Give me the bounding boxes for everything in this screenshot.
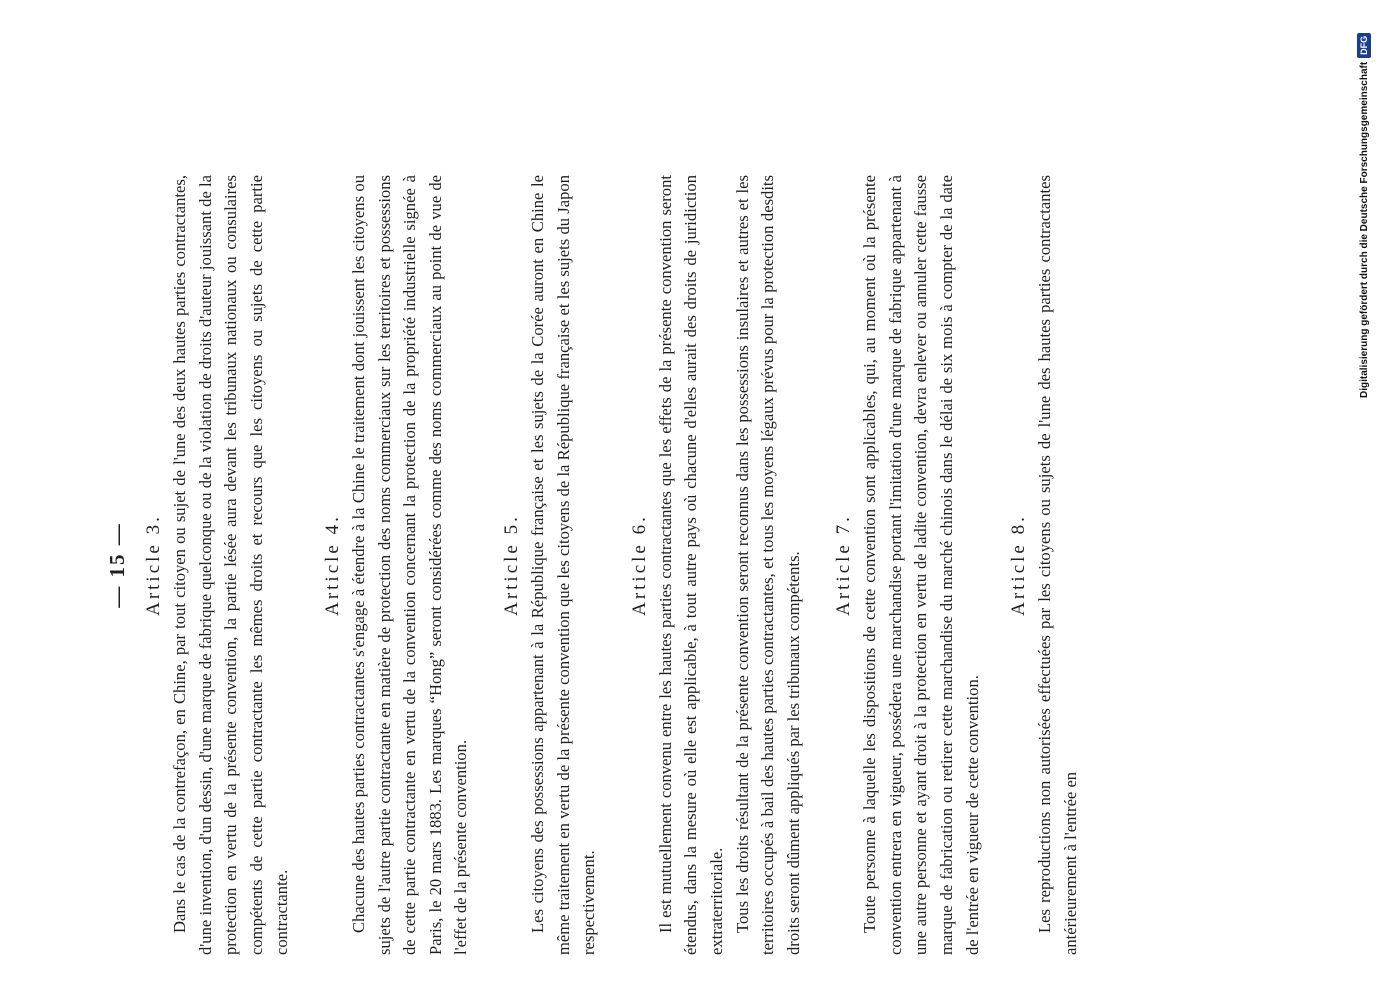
article-title: Article 3. xyxy=(143,514,164,616)
article-7 xyxy=(830,175,985,955)
article-paragraph: Toute personne à laquelle les dispositions de cette convention sont applicables, qui, au moment où la présente convention entrera en vigueur, possédera une marchandise portant l'imitation d'une marque de fabrique appartenant à une autre personne et ayant droit à la protection en vertu de ladite convention, devra enlever ou annuler cette fausse marque de fabrication ou retirer cette marchandise du marché chinois dans le délai de six mois à compter de la date de l'entrée en vigueur de cette convention. xyxy=(860,175,982,955)
rotated-page-content xyxy=(100,175,1240,955)
article-title: Article 8. xyxy=(1008,514,1030,616)
article-paragraph: Les citoyens des possessions appartenant à la République française et les sujets de la Corée auront en Chine le même traitement en vertu de la présente convention que les citoyens de la République française et les sujets du Japon respectivement. xyxy=(527,175,599,955)
article-paragraph: Les reproductions non autorisées effectuées par les citoyens ou sujets de l'une des hautes parties contractantes antérieurement à l'entrée en xyxy=(1035,175,1080,955)
article-paragraph: Tous les droits résultant de la présente convention seront reconnus dans les possessions insulaires et autres et les territoires occupés à bail des hautes parties contractantes, et tous les moyens légaux prévus pour la protection desdits droits seront dûment appliqués par les tribunaux compétents. xyxy=(732,175,803,955)
article-8 xyxy=(1005,175,1083,955)
article-paragraph: Dans le cas de la contrefaçon, en Chine, par tout citoyen ou sujet de l'une des deux hautes parties contractantes, d'une invention, d'un dessin, d'une marque de fabrique quelconque ou de la violation de droits d'auteur jouissant de la protection en vertu de la présente convention, la partie lésée aura devant les tribunaux nationaux ou consulaires compétents de cette partie contractante les mêmes droits et recours que les citoyens ou sujets de cette partie contractante. xyxy=(170,175,292,955)
article-title: Article 6. xyxy=(628,514,650,616)
article-paragraph: Il est mutuellement convenu entre les hautes parties contractantes que les effets de la présente convention seront étendus, dans la mesure où elle est applicable, à tout autre pays où chacune d'elles aurait des droits de juridiction extraterritoriale. xyxy=(655,175,726,955)
article-3 xyxy=(140,175,295,955)
article-4 xyxy=(319,175,474,955)
page-number: — 15 — xyxy=(105,522,129,608)
dfg-logo: DFG xyxy=(1357,33,1371,58)
watermark-text: Digitalisierung gefördert durch die Deutsche Forschungsgemeinschaft xyxy=(1358,61,1370,398)
article-title: Article 4. xyxy=(321,514,343,616)
article-5 xyxy=(498,175,602,955)
article-title: Article 5. xyxy=(500,514,522,616)
digitization-watermark xyxy=(1357,8,1379,398)
article-6 xyxy=(626,175,807,955)
article-title: Article 7. xyxy=(833,514,855,616)
article-paragraph: Chacune des hautes parties contractantes s'engage à étendre à la Chine le traitement dont jouissent les citoyens ou sujets de l'autre partie contractante en matière de protection des noms commerciaux sur les territoires et possessions de cette partie contractante en vertu de la convention concernant la protection de la propriété industrielle signée à Paris, le 20 mars 1883. Les marques “Hong” seront considérées comme des noms commerciaux au point de vue de l'effet de la présente convention. xyxy=(348,175,471,955)
